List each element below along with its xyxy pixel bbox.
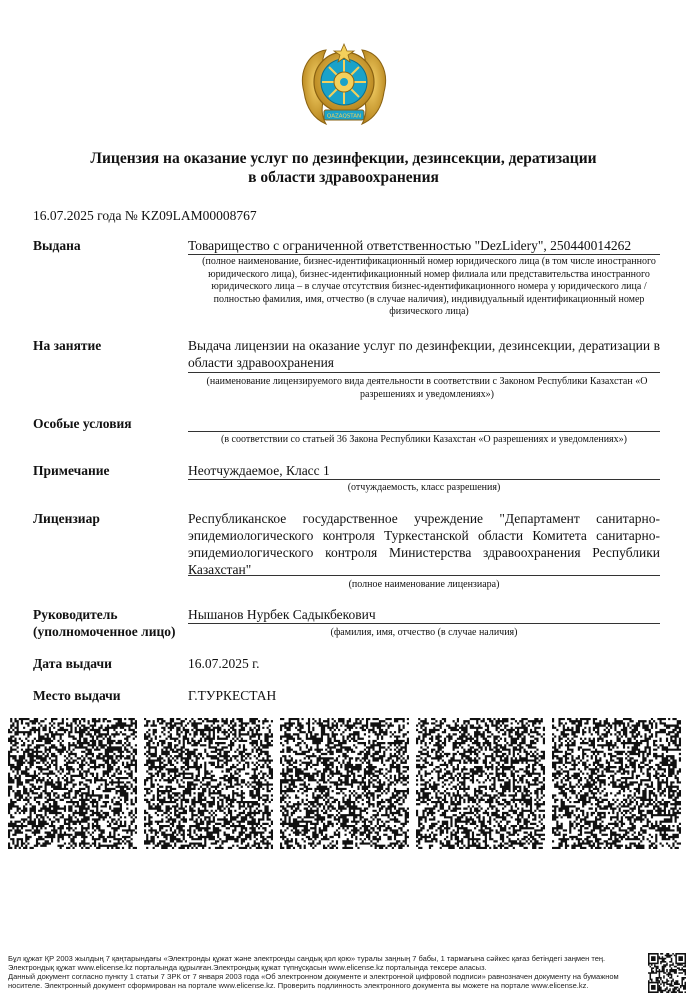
footer-line: носителе. Электронный документ сформирован на портале www.elicense.kz. Проверить подлинность электронного документа вы можете на портале www.elicense.kz. [8,981,589,990]
document-title-line2: в области здравоохранения [248,169,439,186]
issue-place-label: Место выдачи [33,688,121,703]
special-conditions-hint: (в соответствии со статьей 36 Закона Республики Казахстан «О разрешениях и уведомлениях») [221,434,627,445]
qr-code-icon [8,718,137,849]
note-value: Неотчуждаемое, Класс 1 [188,463,330,478]
divider [188,623,660,624]
state-emblem-icon [296,40,392,132]
head-label-line1: Руководитель [33,607,118,622]
issue-place-value: Г.ТУРКЕСТАН [188,688,277,703]
qr-code-icon [280,718,409,849]
license-number: 16.07.2025 года № KZ09LAM00008767 [33,208,257,223]
footer-line: Данный документ согласно пункту 1 статьи 7 ЗРК от 7 января 2003 года «Об электронном документе и электронной цифровой подписи» равнозначен документу на бумажном [8,972,619,981]
activity-hint: (наименование лицензируемого вида деятельности в соответствии с Законом Республики Казахстан «О разрешениях и уведомлениях») [206,376,648,400]
document-title-line1: Лицензия на оказание услуг по дезинфекции, дезинсекции, дератизации [90,150,597,167]
activity-value: Выдача лицензии на оказание услуг по дезинфекции, дезинсекции, дератизации в области здравоохранения [188,338,660,370]
qr-code-icon [416,718,545,849]
issued-to-value: Товарищество с ограниченной ответственностью "DezLidery", 250440014262 [188,238,632,253]
licensor-hint: (полное наименование лицензиара) [348,579,500,590]
footer-line: Бұл құжат ҚР 2003 жылдың 7 қаңтарындағы «Электронды құжат және электронды сандық қол қою» туралы заңның 7 бабы, 1 тармағына сәйкес қағаз бетіндегі заңмен тең. [8,954,606,963]
divider [188,372,660,373]
head-value: Нышанов Нурбек Садыкбекович [188,607,376,622]
note-hint: (отчуждаемость, класс разрешения) [347,482,501,493]
issued-to-hint: (полное наименование, бизнес-идентификационный номер юридического лица (в том числе иностранного юридического лица), бизнес-идентификационный номер филиала или представительства иностранного юридического лица – в случае отсутствия бизнес-идентификационного номера у юридического лица / полностью фамилия, имя, отчество (в случае наличия), индивидуальный идентификационный номер физического лица) [202,256,656,317]
divider [188,479,660,480]
footer-line: Электрондық құжат www.elicense.kz порталында құрылған.Электрондық құжат түпнұсқасын www.elicense.kz порталында тексере аласыз. [8,963,487,972]
divider [188,431,660,432]
head-hint: (фамилия, имя, отчество (в случае наличия) [330,627,518,638]
svg-text:QAZAQSTAN: QAZAQSTAN [326,113,362,120]
issue-date-label: Дата выдачи [33,656,112,671]
issue-date-value: 16.07.2025 г. [188,656,260,671]
note-label: Примечание [33,463,110,478]
issued-to-label: Выдана [33,238,81,253]
head-label-line2: (уполномоченное лицо) [33,624,176,639]
special-conditions-label: Особые условия [33,416,132,431]
licensor-label: Лицензиар [33,511,100,526]
divider [188,575,660,576]
divider [188,254,660,255]
qr-code-icon [552,718,681,849]
licensor-value: Республиканское государственное учреждение "Департамент санитарно-эпидемиологического контроля Туркестанской области Комитета санитарно-эпидемиологического контроля Министерства здравоохранения Республики Казахстан" [188,511,660,577]
qr-code-icon [648,953,686,993]
qr-code-icon [144,718,273,849]
activity-label: На занятие [33,338,102,353]
